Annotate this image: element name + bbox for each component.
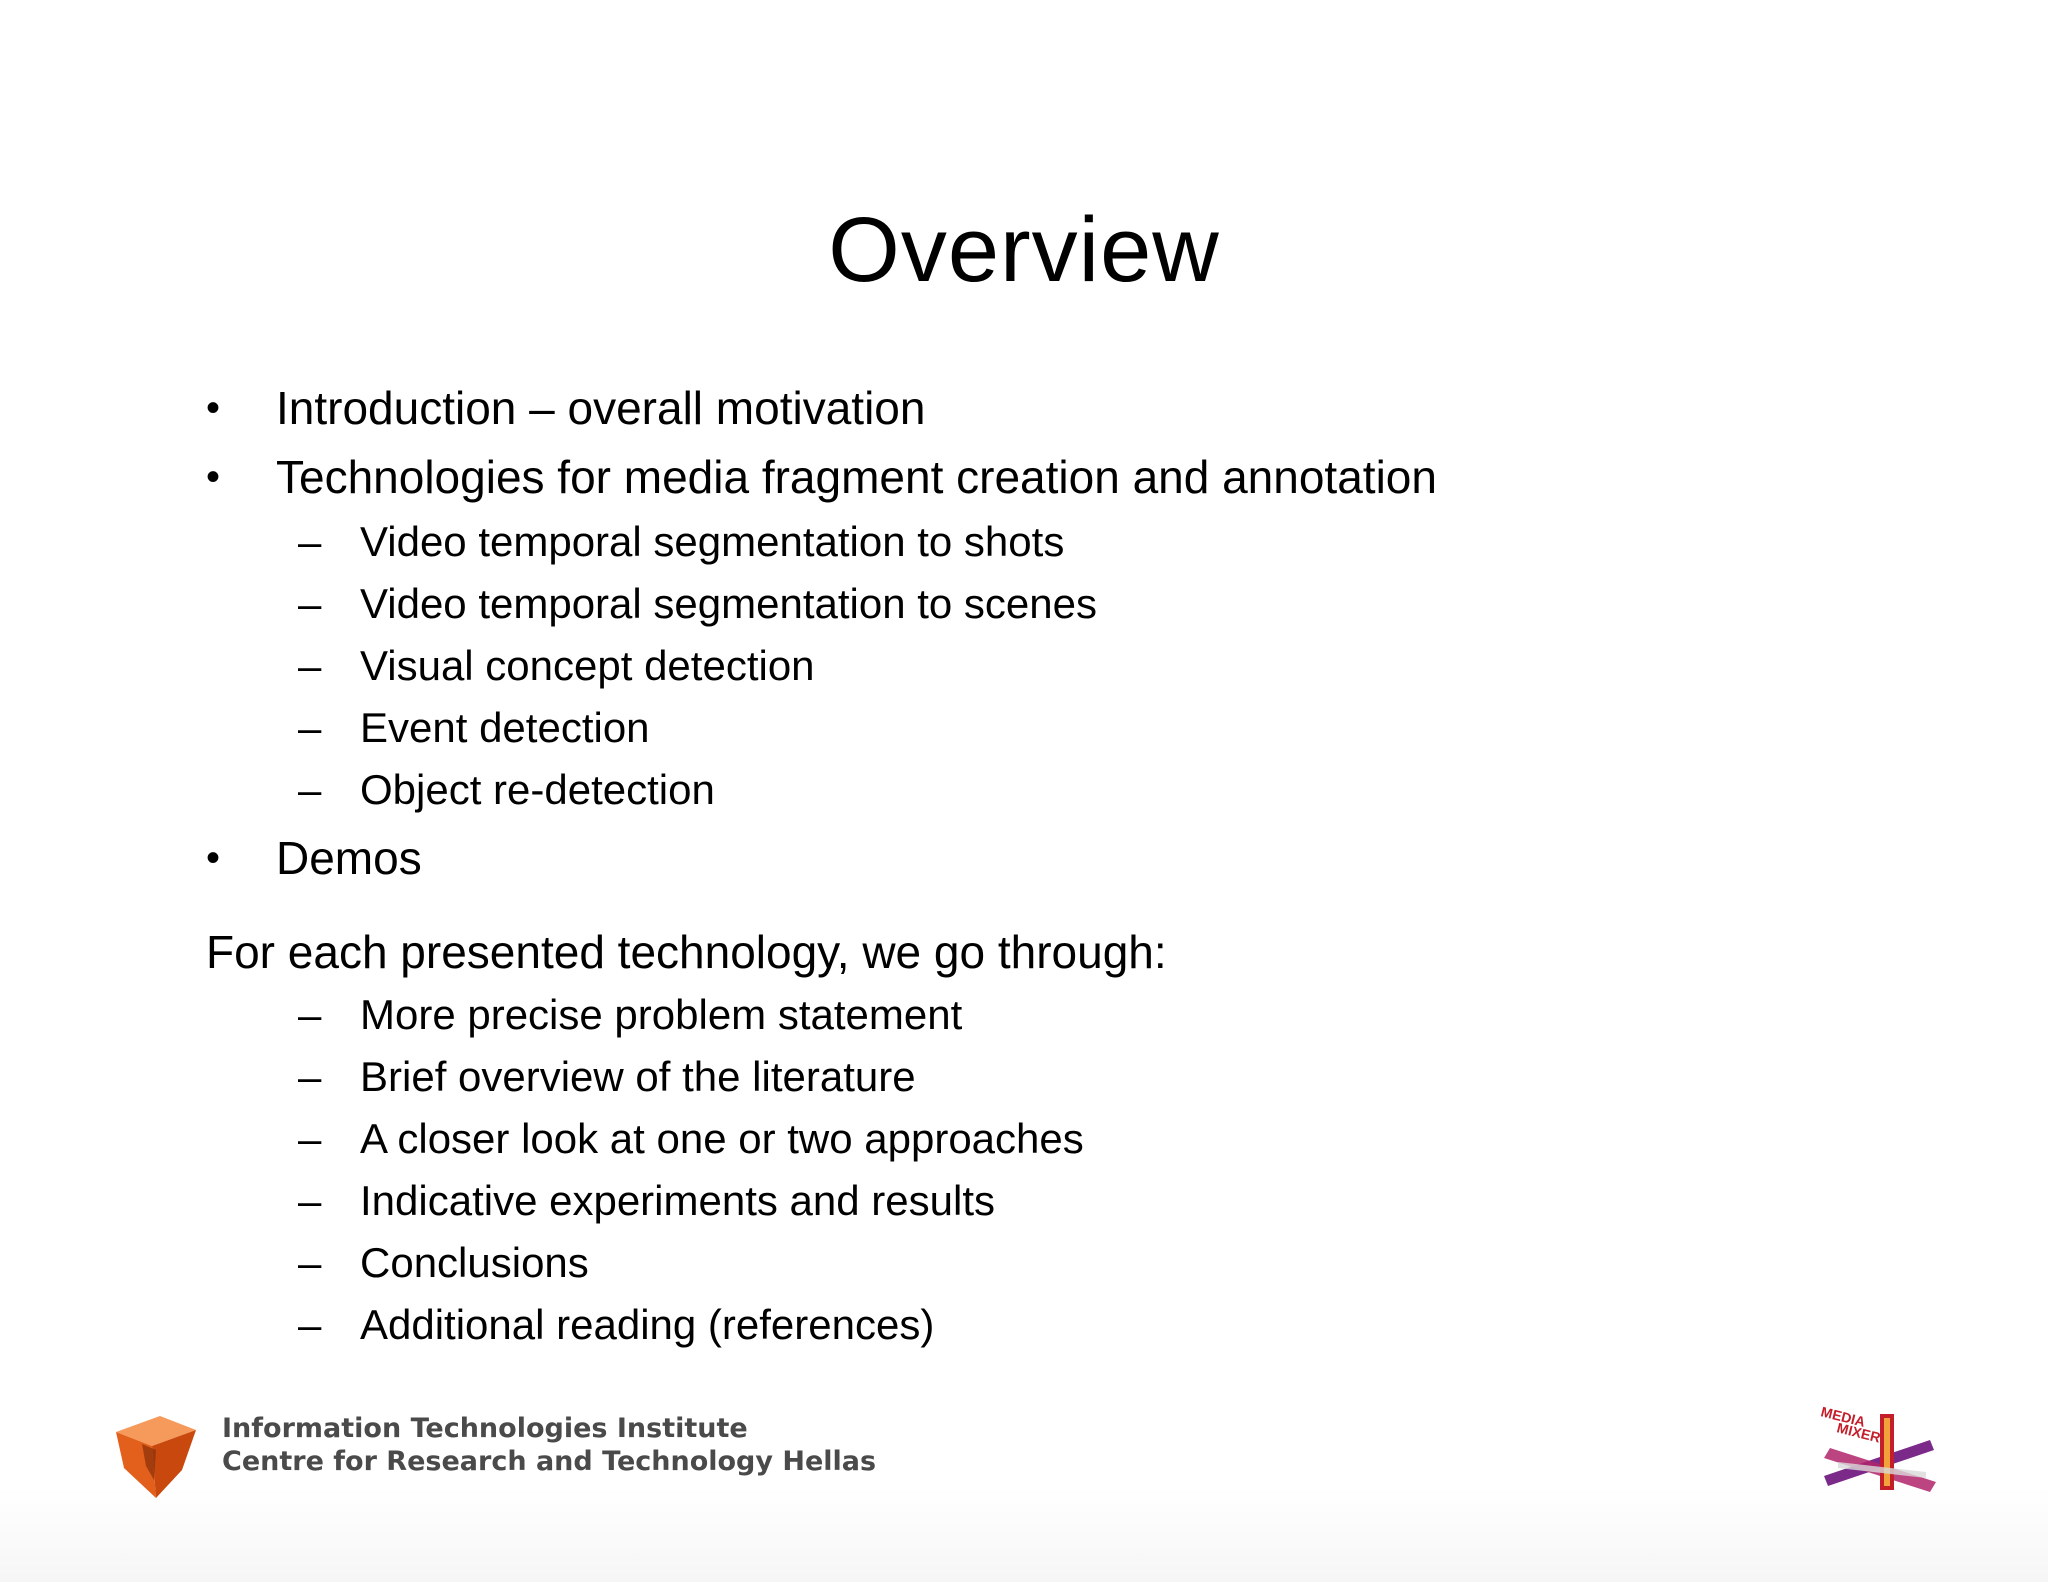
sub-list-item [298, 762, 1698, 818]
footer [0, 1390, 2048, 1582]
institute-name [222, 1412, 876, 1478]
sub-list-item [298, 987, 1698, 1043]
sub-list-item [298, 1297, 1698, 1353]
sub-list-item [298, 1111, 1698, 1167]
dash-marker: – [298, 1177, 322, 1224]
sub-list-item-text: Video temporal segmentation to scenes [360, 580, 1098, 627]
dash-marker: – [298, 766, 322, 813]
list-item-text: Technologies for media fragment creation and annotation [276, 451, 1437, 503]
institute-line-1: Information Technologies Institute [222, 1413, 748, 1444]
sub-list-item [298, 1173, 1698, 1229]
dash-marker: – [298, 1301, 322, 1348]
sub-list-item-text: Indicative experiments and results [360, 1177, 995, 1224]
sub-list-item [298, 700, 1698, 756]
list-item-text: Demos [276, 832, 422, 884]
dash-marker: – [298, 518, 322, 565]
sub-list-item-text: Visual concept detection [360, 642, 815, 689]
logo-pillar-orange [1884, 1418, 1890, 1486]
dash-marker: – [298, 991, 322, 1038]
logo-text-mixer: MIXER [1835, 1419, 1883, 1446]
iti-cube-logo-icon [112, 1410, 202, 1500]
dash-marker: – [298, 1115, 322, 1162]
sub-list-item-text: Video temporal segmentation to shots [360, 518, 1065, 565]
dash-marker: – [298, 642, 322, 689]
sub-list-item-text: Additional reading (references) [360, 1301, 935, 1348]
bullet-marker: • [206, 455, 221, 499]
sub-list-item-text: Object re-detection [360, 766, 715, 813]
bullet-marker: • [206, 836, 221, 880]
dash-marker: – [298, 1053, 322, 1100]
slide-title: Overview [828, 199, 1220, 301]
sub-list-item-text: Event detection [360, 704, 650, 751]
media-mixer-logo-icon [1818, 1402, 1938, 1498]
list-item [206, 378, 1806, 438]
dash-marker: – [298, 704, 322, 751]
iti-cube-logo-svg [112, 1410, 202, 1500]
sub-list-item-text: A closer look at one or two approaches [360, 1115, 1084, 1162]
dash-marker: – [298, 1239, 322, 1286]
list-item-text: Introduction – overall motivation [276, 382, 926, 434]
bullet-marker: • [206, 386, 221, 430]
sub-list-item [298, 514, 1698, 570]
dash-marker: – [298, 580, 322, 627]
section-intro: For each presented technology, we go through: [206, 926, 1167, 978]
sub-list-item-text: Conclusions [360, 1239, 589, 1286]
logo-text-media: MEDIA [1819, 1403, 1867, 1430]
sub-list-item [298, 1235, 1698, 1291]
sub-list-item [298, 576, 1698, 632]
list-item [206, 447, 1806, 507]
list-item [206, 828, 1806, 888]
media-mixer-logo-svg [1818, 1402, 1938, 1498]
sub-list-item-text: More precise problem statement [360, 991, 963, 1038]
institute-line-2: Centre for Research and Technology Hellas [222, 1446, 877, 1477]
sub-list-item-text: Brief overview of the literature [360, 1053, 916, 1100]
sub-list-item [298, 638, 1698, 694]
sub-list-item [298, 1049, 1698, 1105]
